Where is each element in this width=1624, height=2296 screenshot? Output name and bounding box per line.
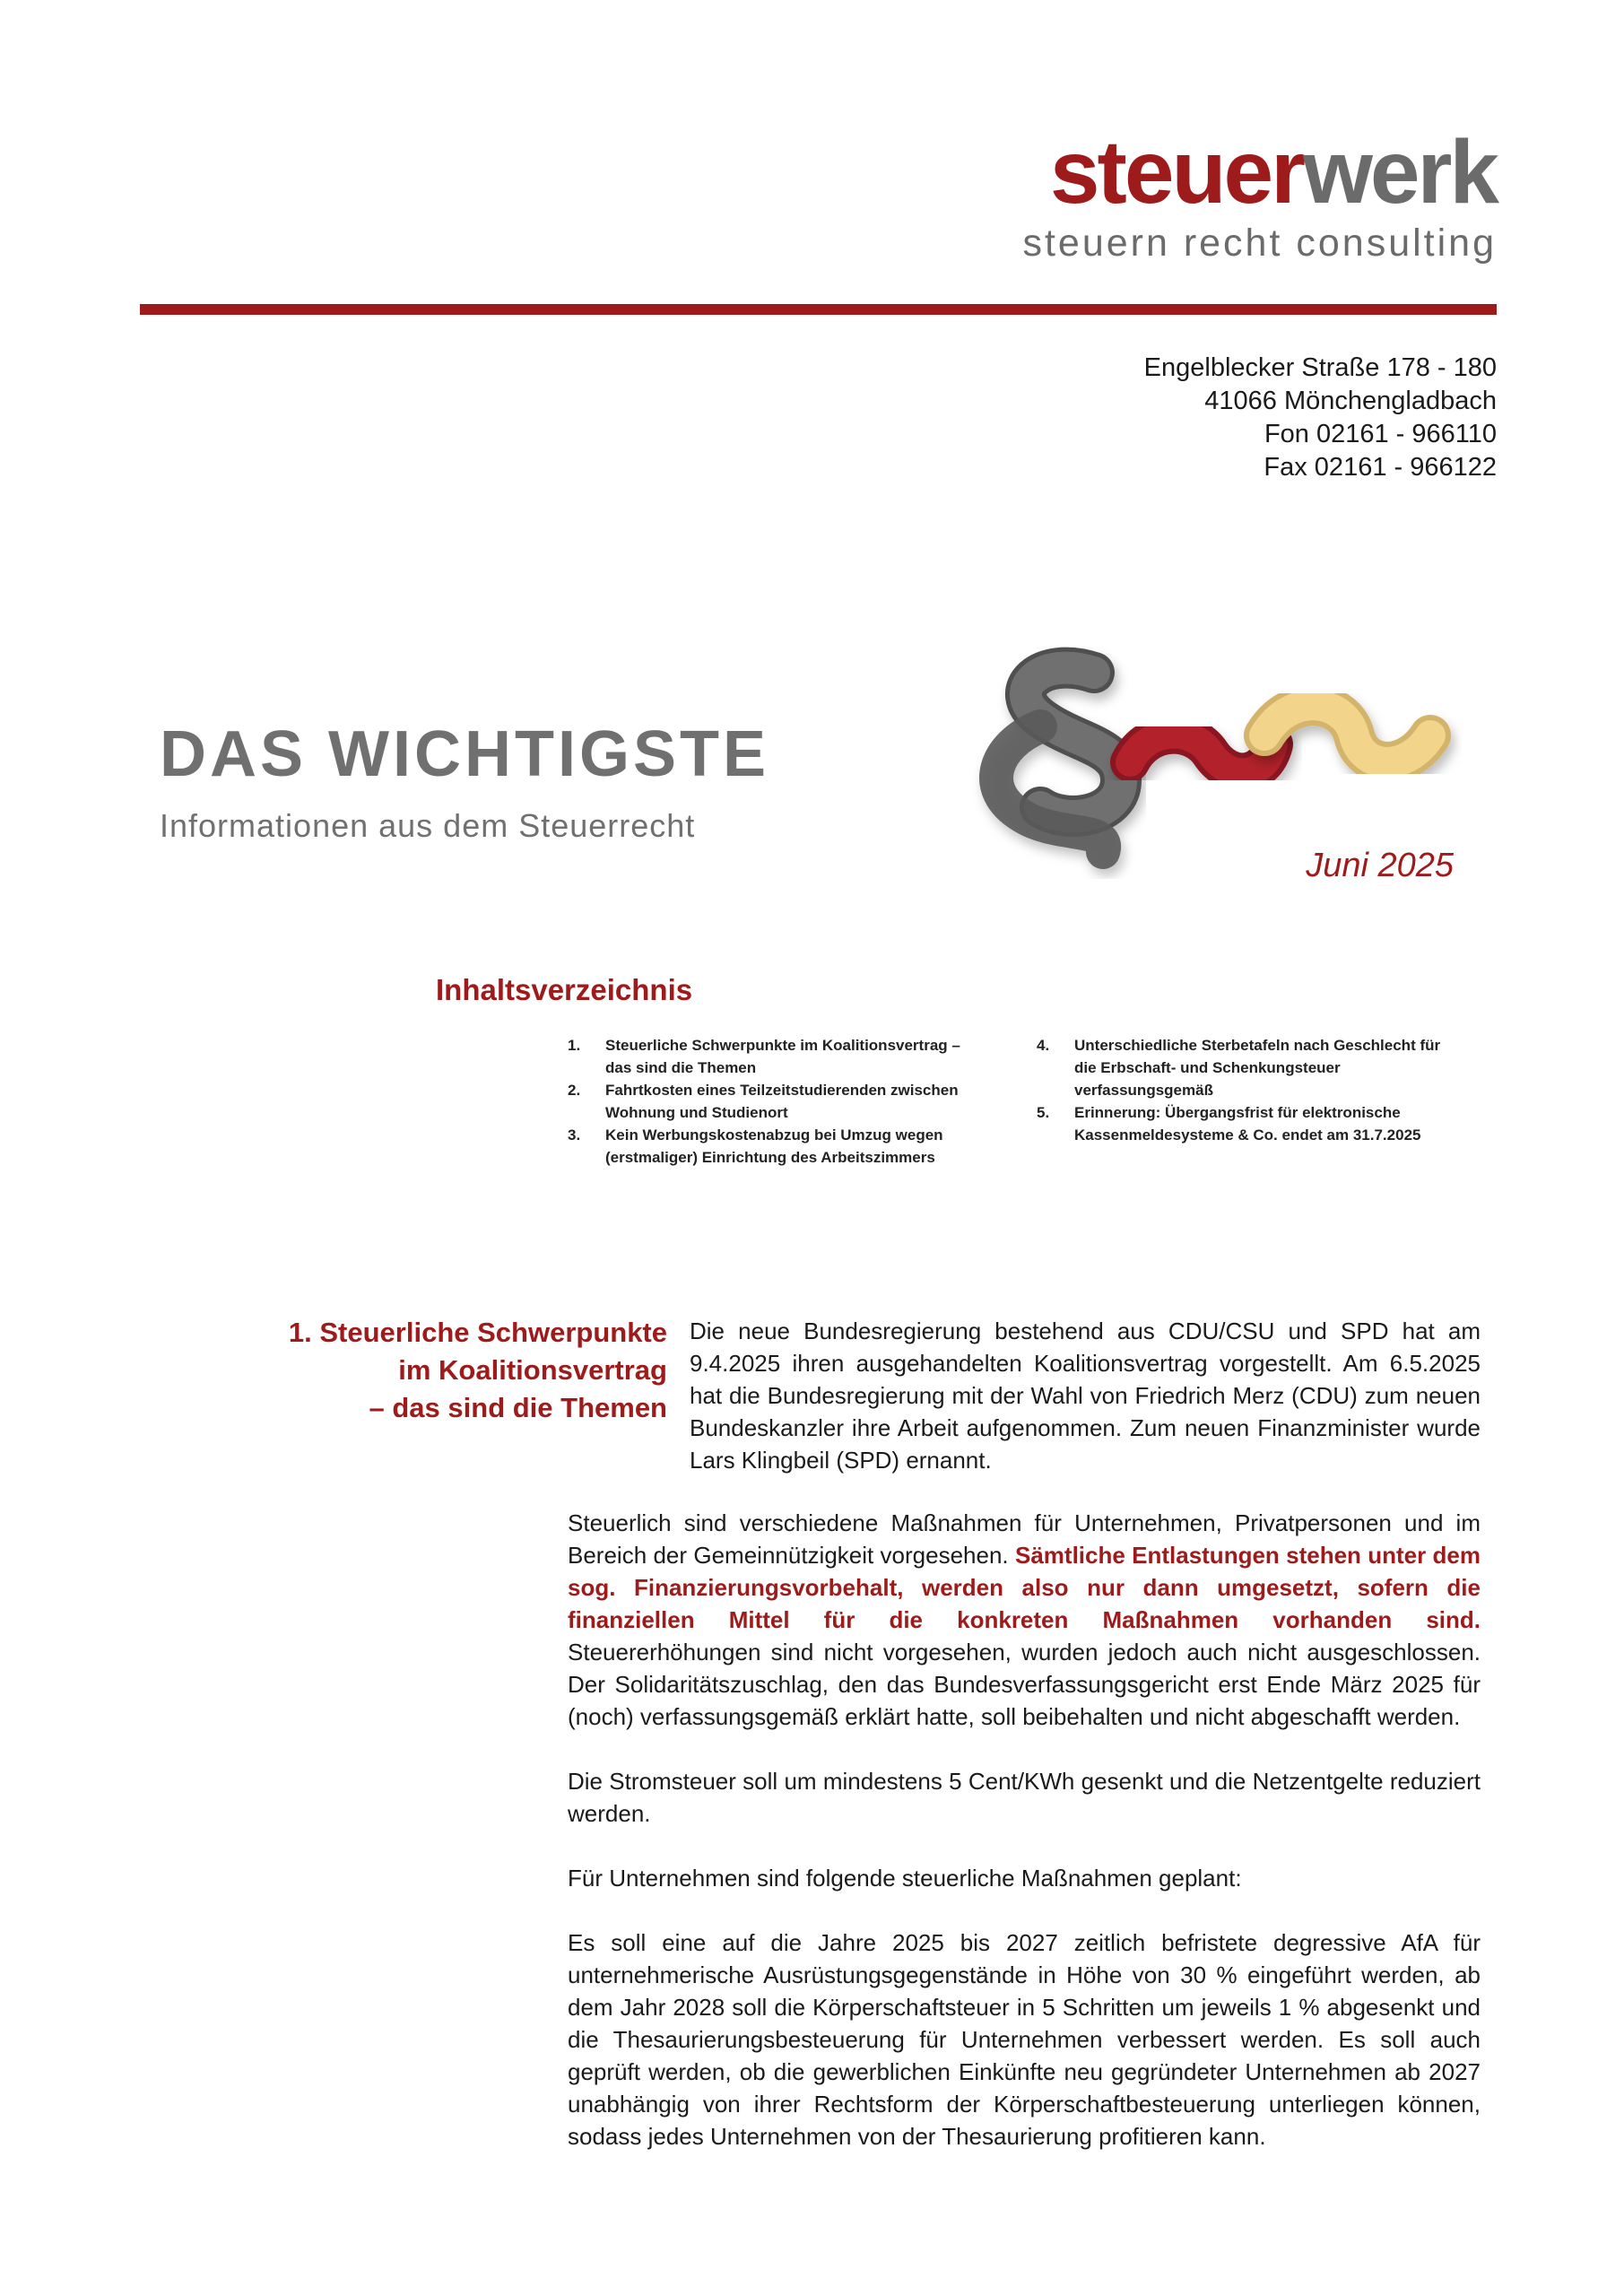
toc-item[interactable] [568, 1034, 989, 1079]
toc-item[interactable] [568, 1124, 989, 1169]
toc-item-text: Erinnerung: Übergangsfrist für elektronische Kassenmeldesysteme & Co. endet am 31.7.2025 [1074, 1104, 1421, 1144]
section-paragraph: Die Stromsteuer soll um mindestens 5 Cent/KWh gesenkt und die Netzentgelte reduziert werden. [568, 1768, 1481, 1827]
section-heading-line: 1. Steuerliche Schwerpunkte [288, 1317, 667, 1348]
address-city: 41066 Mönchengladbach [1204, 387, 1497, 415]
toc-item-text: Unterschiedliche Sterbetafeln nach Geschlecht für die Erbschaft- und Schenkungsteuer verfassungsgemäß [1074, 1037, 1441, 1099]
header-divider [140, 304, 1497, 315]
newsletter-subtitle: Informationen aus dem Steuerrecht [160, 807, 696, 844]
section-heading [251, 1314, 667, 1427]
toc-item-number: 1. [568, 1037, 581, 1054]
section-heading-line: im Koalitionsvertrag [398, 1354, 667, 1386]
section-paragraph [568, 1507, 1481, 1733]
highlighted-text: Sämtliche Entlastungen stehen unter dem sog. Finanzierungsvorbehalt, werden also nur dann umgesetzt, sofern die finanziellen Mittel für die konkreten Maßnahmen vorhanden sind. [568, 1542, 1481, 1633]
paragraph-text: Steuererhöhungen sind nicht vorgesehen, wurden jedoch auch nicht ausgeschlossen. Der Solidaritätszuschlag, den das Bundesverfassungsgericht erst Ende März 2025 für (noch) verfassungsgemäß erklärt hatte, soll beibehalten und nicht abgeschafft werden. [568, 1639, 1481, 1730]
section-paragraph: Für Unternehmen sind folgende steuerliche Maßnahmen geplant: [568, 1865, 1242, 1892]
toc-item-text: Fahrtkosten eines Teilzeitstudierenden zwischen Wohnung und Studienort [605, 1082, 959, 1121]
toc-item-text: Kein Werbungskostenabzug bei Umzug wegen (erstmaliger) Einrichtung des Arbeitszimmers [605, 1126, 943, 1166]
toc-heading: Inhaltsverzeichnis [436, 973, 693, 1006]
toc-item-number: 5. [1037, 1104, 1050, 1121]
toc-item-number: 2. [568, 1082, 581, 1099]
logo-wordmark [994, 122, 1497, 222]
address-fax: Fax 02161 - 966122 [1264, 453, 1497, 482]
section-paragraph-intro: Die neue Bundesregierung bestehend aus CDU/CSU und SPD hat am 9.4.2025 ihren ausgehandelten Koalitionsvertrag vorgestellt. Am 6.5.2025 hat die Bundesregierung mit der Wahl von Friedrich Merz (CDU) zum neuen Bundeskanzler ihre Arbeit aufgenommen. Zum neuen Finanzminister wurde Lars Klingbeil (SPD) ernannt. [690, 1318, 1481, 1474]
toc-item[interactable] [1037, 1034, 1458, 1101]
logo-word-red: steuer [1049, 122, 1304, 222]
toc-column-left [568, 1034, 989, 1169]
toc-item[interactable] [1037, 1101, 1458, 1146]
issue-date: Juni 2025 [1306, 847, 1454, 884]
toc-item-number: 4. [1037, 1037, 1050, 1054]
address-block [1144, 352, 1497, 484]
paragraph-text: Steuerlich sind verschiedene Maßnahmen für Unternehmen, Privatpersonen und im Bereich der Gemeinnützigkeit vorgesehen. [568, 1509, 1481, 1569]
address-phone: Fon 02161 - 966110 [1264, 420, 1497, 448]
company-logo [994, 122, 1497, 265]
toc-column-right [1037, 1034, 1458, 1146]
paragraph-signs-illustration [942, 646, 1462, 879]
address-street: Engelblecker Straße 178 - 180 [1143, 353, 1497, 382]
grey-paragraph-icon [996, 668, 1121, 852]
section-paragraph: Es soll eine auf die Jahre 2025 bis 2027 zeitlich befristete degressive AfA für unternehmerische Ausrüstungsgegenstände in Höhe von 30 % eingeführt werden, ab dem Jahr 2028 soll die Körperschaftsteuer in 5 Schritten um jeweils 1 % abgesenkt und die Thesaurierungsbesteuerung für Unternehmen verbessert werden. Es soll auch geprüft werden, ob die gewerblichen Einkünfte neu gegründeter Unternehmen ab 2027 unabhängig von ihrer Rechtsform der Körperschaftbesteuerung unterliegen können, sodass jedes Unternehmen von der Thesaurierung profitieren kann. [568, 1929, 1481, 2150]
toc-item-text: Steuerliche Schwerpunkte im Koalitionsvertrag – das sind die Themen [605, 1037, 960, 1076]
section-body [568, 1507, 1481, 2185]
logo-tagline: steuern recht consulting [1022, 222, 1497, 265]
toc-item-number: 3. [568, 1126, 581, 1144]
logo-word-grey: werk [1303, 122, 1497, 222]
toc-item[interactable] [568, 1079, 989, 1124]
section-heading-line: – das sind die Themen [369, 1392, 667, 1423]
newsletter-title: DAS WICHTIGSTE [160, 718, 769, 790]
